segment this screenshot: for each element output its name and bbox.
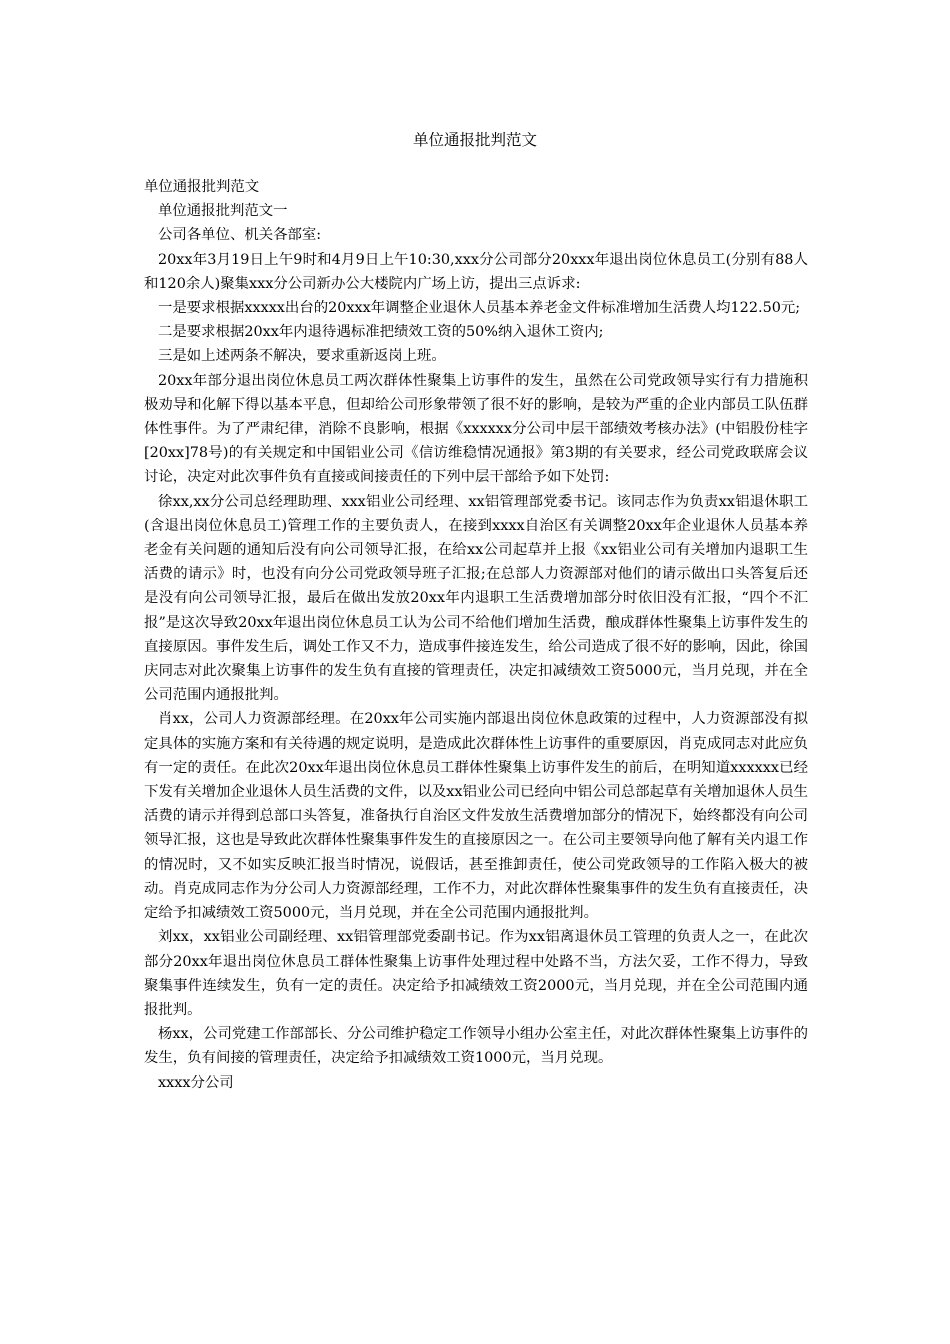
document-title: 单位通报批判范文 xyxy=(412,131,537,149)
signature-paragraph: xxxx分公司 xyxy=(158,1074,234,1091)
document-body xyxy=(144,175,808,1095)
demand-one-paragraph: 一是要求根据xxxxx出台的20xxx年调整企业退休人员基本养老金文件标准增加生活费人均122.50元; xyxy=(158,300,801,317)
penalty-liu-paragraph: 刘xx，xx铝业公司副经理、xx铝管理部党委副书记。作为xx铝离退休员工管理的负责人之一，在此次部分20xx年退出岗位休息员工群体性聚集上访事件处理过程中处路不当，方法欠妥，工作不得力，导致聚集事件连续发生，负有一定的责任。决定给予扣减绩效工资2000元，当月兑现，并在全公司范围内通报批判。 xyxy=(144,929,808,1018)
demand-two-paragraph: 二是要求根据20xx年内退待遇标准把绩效工资的50%纳入退休工资内; xyxy=(158,324,604,341)
subheading-paragraph: 单位通报批判范文一 xyxy=(158,203,288,220)
penalty-xu-paragraph: 徐xx,xx分公司总经理助理、xxx铝业公司经理、xx铝管理部党委书记。该同志作为负责xx铝退休职工(含退出岗位休息员工)管理工作的主要负责人，在接到xxxx自治区有关调整20xx年企业退休人员基本养老金有关问题的通知后没有向公司领导汇报，在给xx公司起草并上报《xx铝业公司有关增加内退职工生活费的请示》时，也没有向分公司党政领导班子汇报;在总部人力资源部对他们的请示做出口头答复后还是没有向公司领导汇报，最后在做出发放20xx年内退职工生活费增加部分时依旧没有汇报，“四个不汇报”是这次导致20xx年退出岗位休息员工认为公司不给他们增加生活费，酿成群体性聚集上访事件发生的直接原因。事件发生后，调处工作又不力，造成事件接连发生，给公司造成了很不好的影响，因此，徐国庆同志对此次聚集上访事件的发生负有直接的管理责任，决定扣减绩效工资5000元，当月兑现，并在全公司范围内通报批判。 xyxy=(144,493,808,704)
decision-paragraph: 20xx年部分退出岗位休息员工两次群体性聚集上访事件的发生，虽然在公司党政领导实行有力措施积极劝导和化解下得以基本平息，但却给公司形象带领了很不好的影响，是较为严重的企业内部员工队伍群体性事件。为了严肃纪律，消除不良影响，根据《xxxxxx分公司中层干部绩效考核办法》(中铝股份桂字[20xx]78号)的有关规定和中国铝业公司《信访维稳情况通报》第3期的有关要求，经公司党政联席会议讨论，决定对此次事件负有直接或间接责任的下列中层干部给予如下处罚: xyxy=(144,372,808,486)
penalty-xiao-paragraph: 肖xx，公司人力资源部经理。在20xx年公司实施内部退出岗位休息政策的过程中，人力资源部没有拟定具体的实施方案和有关待遇的规定说明，是造成此次群体性上访事件的重要原因，肖克成同志对此应负有一定的责任。在此次20xx年退出岗位休息员工群体性聚集上访事件发生的前后，在明知道xxxxxx已经下发有关增加企业退休人员生活费的文件，以及xx铝业公司已经向中铝公司总部起草有关增加退休人员生活费的请示并得到总部口头答复，准备执行自治区文件发放生活费增加部分的情况下，始终都没有向公司领导汇报，这也是导致此次群体性聚集事件发生的直接原因之一。在公司主要领导向他了解有关内退工作的情况时，又不如实反映汇报当时情况，说假话，甚至推卸责任，使公司党政领导的工作陷入极大的被动。肖克成同志作为分公司人力资源部经理，工作不力，对此次群体性聚集事件的发生负有直接责任，决定给予扣减绩效工资5000元，当月兑现，并在全公司范围内通报批判。 xyxy=(144,711,808,922)
incident-paragraph: 20xx年3月19日上午9时和4月9日上午10:30,xxx分公司部分20xxx年退出岗位休息员工(分别有88人和120余人)聚集xxx分公司新办公大楼院内广场上访，提出三点诉求: xyxy=(144,251,808,292)
demand-three-paragraph: 三是如上述两条不解决，要求重新返岗上班。 xyxy=(158,348,446,365)
penalty-yang-paragraph: 杨xx，公司党建工作部部长、分公司维护稳定工作领导小组办公室主任，对此次群体性聚集上访事件的发生，负有间接的管理责任，决定给予扣减绩效工资1000元，当月兑现。 xyxy=(144,1026,808,1067)
salutation-paragraph: 公司各单位、机关各部室: xyxy=(158,227,322,244)
heading-paragraph: 单位通报批判范文 xyxy=(144,179,260,195)
